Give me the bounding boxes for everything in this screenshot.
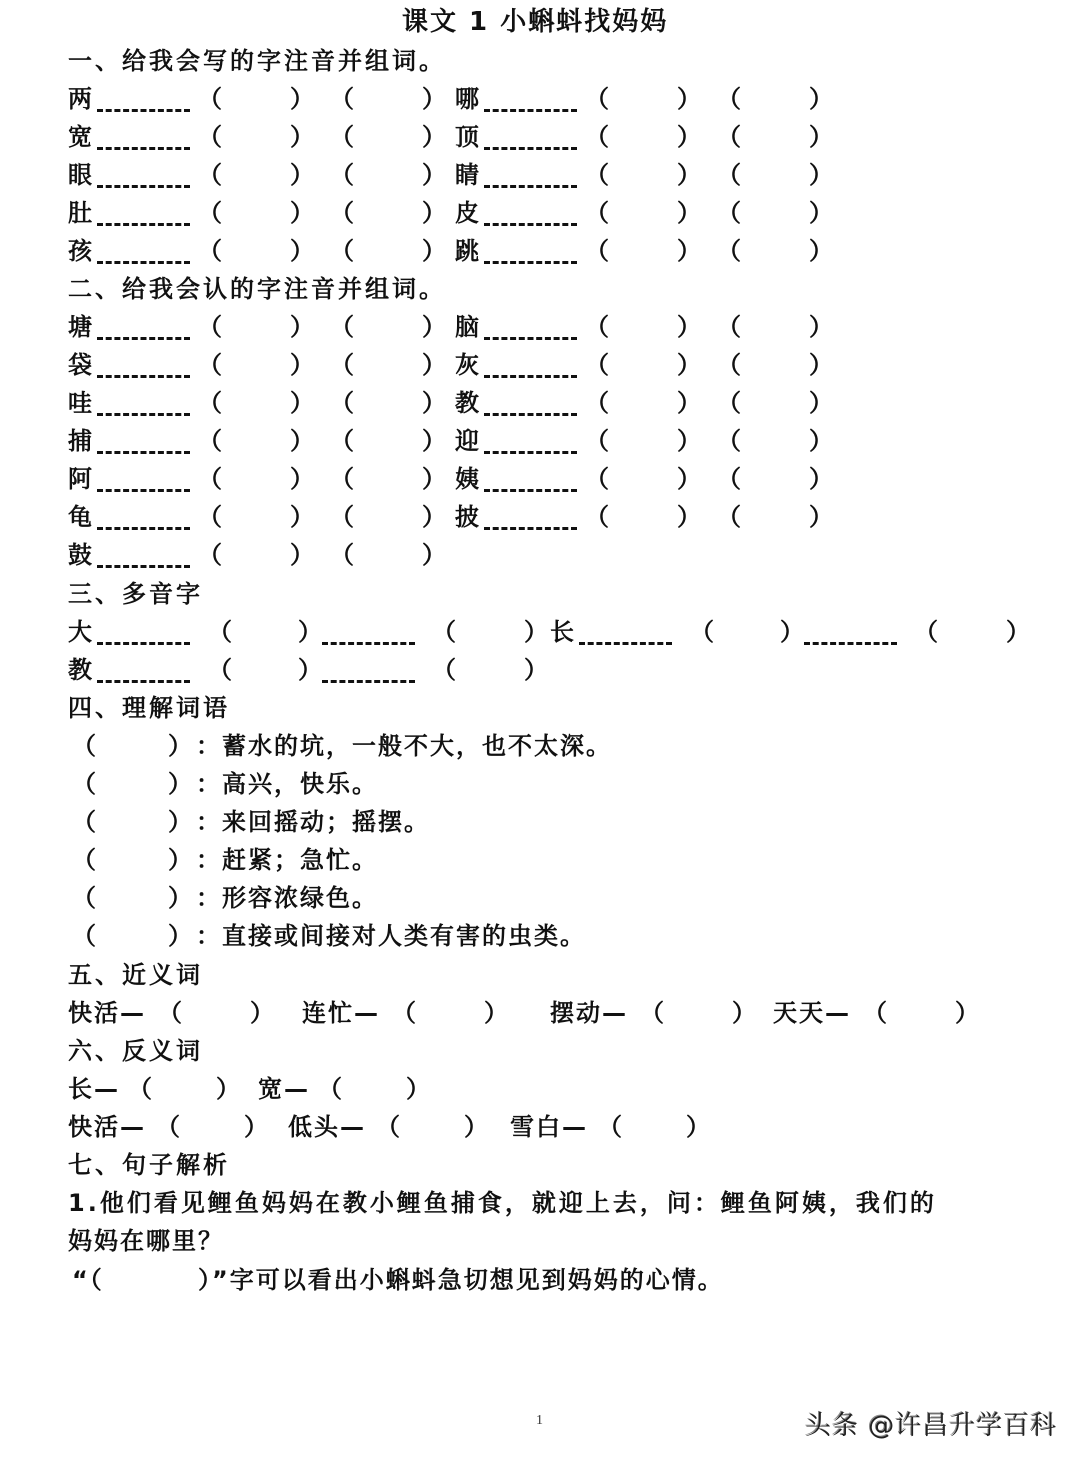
answer-paren-open: （ <box>72 770 96 798</box>
word-paren-close: ） <box>809 123 833 151</box>
pinyin-blank[interactable] <box>97 642 190 645</box>
word-paren-close: ） <box>422 541 446 569</box>
definition-text: ：蓄水的坑，一般不大，也不太深。 <box>196 732 612 760</box>
answer-paren-close: ） <box>168 846 192 874</box>
word-paren-close: ） <box>290 351 314 379</box>
word-paren-open: （ <box>198 199 222 227</box>
synonym-word: 连忙— <box>302 999 380 1027</box>
answer-paren-open: （ <box>863 999 887 1027</box>
answer-paren-open: （ <box>392 999 416 1027</box>
word-paren-open: （ <box>717 389 741 417</box>
word-paren-open: （ <box>330 465 354 493</box>
question-1-line-2: 妈妈在哪里？ <box>68 1227 224 1255</box>
question-1-line-1: 1.他们看见鲤鱼妈妈在教小鲤鱼捕食，就迎上去，问：鲤鱼阿姨，我们的 <box>68 1189 937 1217</box>
word-paren-open: （ <box>690 618 714 646</box>
word-paren-open: （ <box>717 465 741 493</box>
word-paren-open: （ <box>198 313 222 341</box>
word-paren-open: （ <box>330 85 354 113</box>
word-paren-open: （ <box>330 351 354 379</box>
character: 长 <box>550 618 574 646</box>
word-paren-open: （ <box>585 123 609 151</box>
answer-paren-close: ） <box>168 808 192 836</box>
word-paren-open: （ <box>330 427 354 455</box>
word-paren-close: ） <box>677 199 701 227</box>
word-paren-open: （ <box>208 618 232 646</box>
word-paren-open: （ <box>717 427 741 455</box>
section-3-heading: 三、多音字 <box>68 580 203 608</box>
word-paren-close: ） <box>290 465 314 493</box>
character: 脑 <box>455 313 479 341</box>
word-paren-close: ） <box>290 541 314 569</box>
pinyin-blank[interactable] <box>484 527 577 530</box>
pinyin-blank[interactable] <box>484 223 577 226</box>
answer-paren-open: （ <box>376 1113 400 1141</box>
pinyin-blank[interactable] <box>97 185 190 188</box>
answer-paren-close: ） <box>168 884 192 912</box>
word-paren-close: ） <box>677 427 701 455</box>
word-paren-close: ） <box>809 85 833 113</box>
word-paren-open: （ <box>330 503 354 531</box>
character: 塘 <box>68 313 92 341</box>
word-paren-close: ） <box>809 199 833 227</box>
answer-paren-open: （ <box>640 999 664 1027</box>
word-paren-close: ） <box>677 123 701 151</box>
answer-paren-open: （ <box>72 732 96 760</box>
word-paren-open: （ <box>585 389 609 417</box>
definition-text: ：赶紧；急忙。 <box>196 846 378 874</box>
answer-paren-close: ） <box>484 999 508 1027</box>
pinyin-blank[interactable] <box>484 109 577 112</box>
section-5-heading: 五、近义词 <box>68 961 203 989</box>
character: 哪 <box>455 85 479 113</box>
word-paren-open: （ <box>330 123 354 151</box>
answer-paren-open: （ <box>156 1113 180 1141</box>
word-paren-close: ） <box>809 427 833 455</box>
answer-paren-open: （ <box>72 846 96 874</box>
answer-paren-close: ） <box>955 999 979 1027</box>
word-paren-open: （ <box>198 351 222 379</box>
word-paren-open: （ <box>198 237 222 265</box>
character: 袋 <box>68 351 92 379</box>
word-paren-open: （ <box>198 85 222 113</box>
word-paren-close: ） <box>422 465 446 493</box>
section-4-heading: 四、理解词语 <box>68 694 230 722</box>
word-paren-open: （ <box>330 237 354 265</box>
word-paren-close: ） <box>298 618 322 646</box>
word-paren-open: （ <box>717 351 741 379</box>
pinyin-blank[interactable] <box>484 375 577 378</box>
watermark: 头条 @许昌升学百科 <box>805 1411 1058 1441</box>
answer-paren-open: （ <box>318 1075 342 1103</box>
character: 宽 <box>68 123 92 151</box>
word-paren-open: （ <box>914 618 938 646</box>
pinyin-blank[interactable] <box>97 261 190 264</box>
answer-paren-open: （ <box>158 999 182 1027</box>
word-paren-close: ） <box>677 465 701 493</box>
word-paren-open: （ <box>585 313 609 341</box>
word-paren-close: ） <box>422 161 446 189</box>
pinyin-blank[interactable] <box>579 642 672 645</box>
word-paren-open: （ <box>432 656 456 684</box>
answer-paren-close: ） <box>732 999 756 1027</box>
pinyin-blank[interactable] <box>322 680 415 683</box>
pinyin-blank[interactable] <box>97 565 190 568</box>
word-paren-open: （ <box>717 85 741 113</box>
pinyin-blank[interactable] <box>97 451 190 454</box>
pinyin-blank[interactable] <box>804 642 897 645</box>
word-paren-close: ） <box>290 199 314 227</box>
word-paren-close: ） <box>677 389 701 417</box>
word-paren-close: ） <box>422 503 446 531</box>
word-paren-close: ） <box>809 161 833 189</box>
pinyin-blank[interactable] <box>484 261 577 264</box>
definition-text: ：直接或间接对人类有害的虫类。 <box>196 922 586 950</box>
answer-paren-close: ） <box>464 1113 488 1141</box>
character: 哇 <box>68 389 92 417</box>
word-paren-open: （ <box>330 541 354 569</box>
word-paren-close: ） <box>677 237 701 265</box>
answer-paren-open: （ <box>598 1113 622 1141</box>
word-paren-close: ） <box>290 123 314 151</box>
word-paren-open: （ <box>198 123 222 151</box>
character: 皮 <box>455 199 479 227</box>
word-paren-close: ） <box>677 313 701 341</box>
answer-paren-open: （ <box>72 922 96 950</box>
word-paren-open: （ <box>585 237 609 265</box>
word-paren-close: ） <box>290 161 314 189</box>
character: 顶 <box>455 123 479 151</box>
word-paren-close: ） <box>298 656 322 684</box>
word-paren-close: ） <box>809 389 833 417</box>
character: 大 <box>68 618 92 646</box>
section-2-heading: 二、给我会认的字注音并组词。 <box>68 275 446 303</box>
answer-paren-open: （ <box>72 884 96 912</box>
word-paren-close: ） <box>290 85 314 113</box>
antonym-word: 雪白— <box>510 1113 588 1141</box>
character: 阿 <box>68 465 92 493</box>
character: 跳 <box>455 237 479 265</box>
word-paren-open: （ <box>208 656 232 684</box>
section-6-heading: 六、反义词 <box>68 1037 203 1065</box>
pinyin-blank[interactable] <box>97 413 190 416</box>
synonym-word: 天天— <box>773 999 851 1027</box>
word-paren-close: ） <box>524 656 548 684</box>
character: 睛 <box>455 161 479 189</box>
word-paren-close: ） <box>290 503 314 531</box>
word-paren-close: ） <box>422 351 446 379</box>
word-paren-close: ） <box>780 618 804 646</box>
word-paren-open: （ <box>330 161 354 189</box>
synonym-word: 摆动— <box>550 999 628 1027</box>
antonym-word: 长— <box>68 1075 120 1103</box>
section-7-heading: 七、句子解析 <box>68 1151 230 1179</box>
word-paren-close: ） <box>809 351 833 379</box>
pinyin-blank[interactable] <box>484 413 577 416</box>
word-paren-close: ） <box>290 313 314 341</box>
pinyin-blank[interactable] <box>97 109 190 112</box>
pinyin-blank[interactable] <box>484 451 577 454</box>
pinyin-blank[interactable] <box>97 223 190 226</box>
antonym-word: 宽— <box>258 1075 310 1103</box>
word-paren-open: （ <box>717 123 741 151</box>
definition-text: ：形容浓绿色。 <box>196 884 378 912</box>
answer-paren-close: ） <box>250 999 274 1027</box>
pinyin-blank[interactable] <box>97 147 190 150</box>
word-paren-close: ） <box>422 199 446 227</box>
character: 两 <box>68 85 92 113</box>
synonym-word: 快活— <box>68 999 146 1027</box>
answer-paren-close: ） <box>686 1113 710 1141</box>
pinyin-blank[interactable] <box>97 489 190 492</box>
word-paren-open: （ <box>585 503 609 531</box>
word-paren-close: ） <box>524 618 548 646</box>
word-paren-close: ） <box>422 85 446 113</box>
character: 姨 <box>455 465 479 493</box>
character: 龟 <box>68 503 92 531</box>
answer-paren-close: ） <box>244 1113 268 1141</box>
definition-text: ：来回摇动；摇摆。 <box>196 808 430 836</box>
word-paren-close: ） <box>809 313 833 341</box>
word-paren-open: （ <box>432 618 456 646</box>
answer-paren-close: ） <box>216 1075 240 1103</box>
section-1-heading: 一、给我会写的字注音并组词。 <box>68 47 446 75</box>
word-paren-open: （ <box>198 503 222 531</box>
word-paren-close: ） <box>422 313 446 341</box>
word-paren-open: （ <box>717 313 741 341</box>
word-paren-open: （ <box>585 85 609 113</box>
word-paren-close: ） <box>290 237 314 265</box>
question-1-prompt-open: “（ <box>72 1266 104 1294</box>
word-paren-open: （ <box>198 541 222 569</box>
word-paren-open: （ <box>585 465 609 493</box>
word-paren-open: （ <box>585 199 609 227</box>
character: 灰 <box>455 351 479 379</box>
character: 教 <box>68 656 92 684</box>
pinyin-blank[interactable] <box>484 185 577 188</box>
pinyin-blank[interactable] <box>97 527 190 530</box>
answer-paren-close: ） <box>406 1075 430 1103</box>
character: 披 <box>455 503 479 531</box>
word-paren-open: （ <box>198 427 222 455</box>
word-paren-open: （ <box>717 237 741 265</box>
page-title: 课文 1 小蝌蚪找妈妈 <box>402 7 669 37</box>
character: 眼 <box>68 161 92 189</box>
answer-paren-close: ） <box>168 732 192 760</box>
antonym-word: 低头— <box>288 1113 366 1141</box>
word-paren-open: （ <box>717 199 741 227</box>
character: 孩 <box>68 237 92 265</box>
question-1-prompt-text: ）”字可以看出小蝌蚪急切想见到妈妈的心情。 <box>198 1266 724 1294</box>
word-paren-close: ） <box>290 389 314 417</box>
page-number: 1 <box>536 1413 543 1428</box>
word-paren-open: （ <box>198 465 222 493</box>
antonym-word: 快活— <box>68 1113 146 1141</box>
word-paren-open: （ <box>330 389 354 417</box>
word-paren-open: （ <box>717 161 741 189</box>
word-paren-close: ） <box>677 85 701 113</box>
pinyin-blank[interactable] <box>97 375 190 378</box>
word-paren-open: （ <box>330 199 354 227</box>
pinyin-blank[interactable] <box>97 680 190 683</box>
character: 捕 <box>68 427 92 455</box>
word-paren-close: ） <box>422 123 446 151</box>
word-paren-close: ） <box>809 465 833 493</box>
word-paren-close: ） <box>809 503 833 531</box>
word-paren-close: ） <box>422 389 446 417</box>
word-paren-open: （ <box>585 161 609 189</box>
word-paren-open: （ <box>585 351 609 379</box>
pinyin-blank[interactable] <box>484 147 577 150</box>
word-paren-open: （ <box>585 427 609 455</box>
answer-paren-open: （ <box>72 808 96 836</box>
word-paren-close: ） <box>422 427 446 455</box>
word-paren-open: （ <box>717 503 741 531</box>
word-paren-close: ） <box>677 161 701 189</box>
pinyin-blank[interactable] <box>97 337 190 340</box>
answer-paren-close: ） <box>168 922 192 950</box>
definition-text: ：高兴，快乐。 <box>196 770 378 798</box>
pinyin-blank[interactable] <box>484 337 577 340</box>
word-paren-close: ） <box>677 351 701 379</box>
pinyin-blank[interactable] <box>322 642 415 645</box>
word-paren-close: ） <box>809 237 833 265</box>
word-paren-close: ） <box>290 427 314 455</box>
answer-paren-open: （ <box>128 1075 152 1103</box>
character: 迎 <box>455 427 479 455</box>
character: 肚 <box>68 199 92 227</box>
answer-paren-close: ） <box>168 770 192 798</box>
word-paren-open: （ <box>198 389 222 417</box>
word-paren-open: （ <box>330 313 354 341</box>
word-paren-open: （ <box>198 161 222 189</box>
word-paren-close: ） <box>422 237 446 265</box>
word-paren-close: ） <box>1006 618 1030 646</box>
pinyin-blank[interactable] <box>484 489 577 492</box>
character: 鼓 <box>68 541 92 569</box>
character: 教 <box>455 389 479 417</box>
word-paren-close: ） <box>677 503 701 531</box>
